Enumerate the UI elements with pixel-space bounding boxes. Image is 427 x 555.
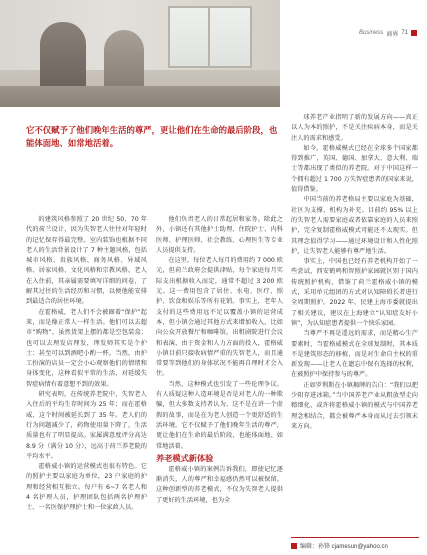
paragraph: 他们负责老人的日常起居和家务。除此之外，小镇还有其他护士助理、住院护士、内科医师、护理医师、社会教练、心理医生等专业人员提供支持。	[156, 216, 283, 254]
paragraph: 中国当前的养老格局主要以家庭为基础，社区为支撑，机构为补充。目前约 95% 以上的失智老人需要家庭或者依靠家庭的人员来照护，完全复制霍格威模式可能还不太现实。但其理念值得学习——通过环境设计和人性化照护，让失智老人能够有尊严地生活。	[291, 196, 418, 255]
column-2	[156, 215, 283, 506]
page-footer	[291, 537, 419, 550]
paragraph: 当然，这种模式也引发了一些伦理争议。有人质疑这种人造环境是否是对老人的一种欺骗，但大多数支持者认为，这不是在讲一个虚假的故事，而是在为老人创造一个更舒适的生活环境。它不仅赋予了他们晚年生活的尊严，更让他们在生命的最后阶段，也能体面地、如常地活着。	[156, 380, 283, 450]
paragraph: 在这里，每位老人每月的费用约 7 000 欧元，但荷兰政府会提供津贴，每个家庭每月实际支出根据收入而定，通常不超过 3 200 欧元。这一费用包含了居住、水电、医疗、照护、饮食和娱乐等所有花销。事实上，老年人支付的这些费用远不足以覆盖小镇的运营成本，但小镇会通过其他方式来增加收入，比如向公众开放餐厅和咖啡馆，出租剧院进行会议和表演，由于资金和人力方面的投入，霍格威小镇目前只接收病情严重的失智老人，而且通常要等到他们的身体状况不能再自理时才会入住。	[156, 257, 283, 378]
editor-credit: 编辑：孙锋 cjamesun@yahoo.cn	[300, 544, 388, 550]
lead-quote: 它不仅赋予了他们晚年生活的尊严，更让他们在生命的最后阶段，也能体面地、如常地活着。	[26, 125, 278, 148]
paragraph: 球养老产业指明了新的发展方向——真正以人为本的照护，不是关注疾病本身，而是关注人的需求和感受。	[291, 114, 418, 142]
red-square-icon	[291, 543, 297, 549]
page-number: 71	[401, 30, 408, 36]
paragraph: 霍格威小镇的运营模式也很有特色。它的照护主要以家庭为单位，23 户家庭的护理和经营相互独立。每户有 6~7 名老人和 4 名护理人员，护理团队包括两名护理护士、一名医保护理护士和一位家政人员。	[26, 463, 147, 512]
column-1	[26, 215, 147, 514]
photo-window	[168, 6, 252, 68]
paragraph: 正如罗利斯在小镇揭牌的告白：“我们以把少阳存进冰箱。”当中国养老产业从粗放型走向精细化，或许将霍格威小镇的模式与中国养老理念相结合，都会被尊严本身而从过去引领未来方向。	[291, 381, 418, 430]
paragraph: 当尊严不再是遥远的需求，而是精心生产要素时，当霍格威模式在全球复制时，其本质不是建筑形态的移植，而是对生命自主权的重新发现——让老人在遗忘中保有选择的权利，在被照护中保持参与的尊严。	[291, 330, 418, 379]
paragraph: 霍格威小镇的案例告诉我们，即使记忆逐渐消失，人的尊严和幸福感仍然可以被保留。这种创新型的养老模式，不仅为失智老人提供了更好的生活环境，也为全	[156, 465, 283, 504]
column-3	[291, 113, 418, 432]
section-label: Business	[358, 30, 384, 36]
paragraph: 在霍格威，老人们不会被圈着“保护”起来，而是像正常人一样生活。他们可以去超市“购物”，虽然货架上摆的都是空包装盒；也可以去理发店理发，理发师其实是个护士；甚至可以到酒吧小酌一杯。当然，由护工扮演的店员一定会小心观察他们的情绪和身体变化，这种看似平常的生活，对延缓失智症病情有着意想不到的效果。	[26, 308, 147, 388]
section-heading: 养老模式新体验	[156, 452, 214, 463]
paragraph: 研究表明，在传统养老院中，失智老人入住后的平均生存时间为 25 年；而在霍格威，这个时间被延长到了 35 年。老人们的行为问题减少了，药物使用量下降了，生活质量也有了明显提高。家属满意度评分高达 8.9 分（满分 10 分），远高于荷兰养老院的平均水平。	[26, 391, 147, 460]
page-header	[359, 27, 417, 39]
paragraph: 事实上，中国也已经有养老机构开始了一些尝试，西安鹤鸣和智照护家园就区别于国内传统照护机构，借鉴了荷兰霍格威小镇的模式，采用单元组团的方式对认知障碍长者进行全周期照护。2022 年，民建上海市委就提出了相关建议，建议在上海建立“认知症友好小镇”，为认知症患者提供一个快乐家园。	[291, 258, 418, 327]
header-photo	[0, 0, 280, 107]
photo-person	[40, 22, 86, 92]
photo-table	[0, 86, 280, 107]
section-divider: 商界	[386, 31, 399, 38]
red-square-icon	[411, 30, 417, 36]
paragraph: 的建筑风格参照了 20 世纪 50、70 年代的荷兰设计，因为失智老人往往对年轻时的记忆保存得最完整。室内装饰也根据不同老人的生活背景设计了 7 种主题风格，包括城市风格、贵族风格、商务风格、异域风格、居家风格、文化风格和宗教风格。老人在入住前，其亲属需要填写详细的问卷，了解其过往的生活经历和习惯，以便他能安排到最适合的居住环境。	[26, 216, 147, 306]
paragraph: 如今，霍格威模式已经在全球多个国家都得到推广，英国、德国、加拿大、意大利、瑞士等都出现了类似的养老院。对于中国这样一个拥有超过 1 700 万失智症患者的国家来说，值得借鉴。	[291, 144, 418, 194]
photo-person	[104, 30, 144, 92]
